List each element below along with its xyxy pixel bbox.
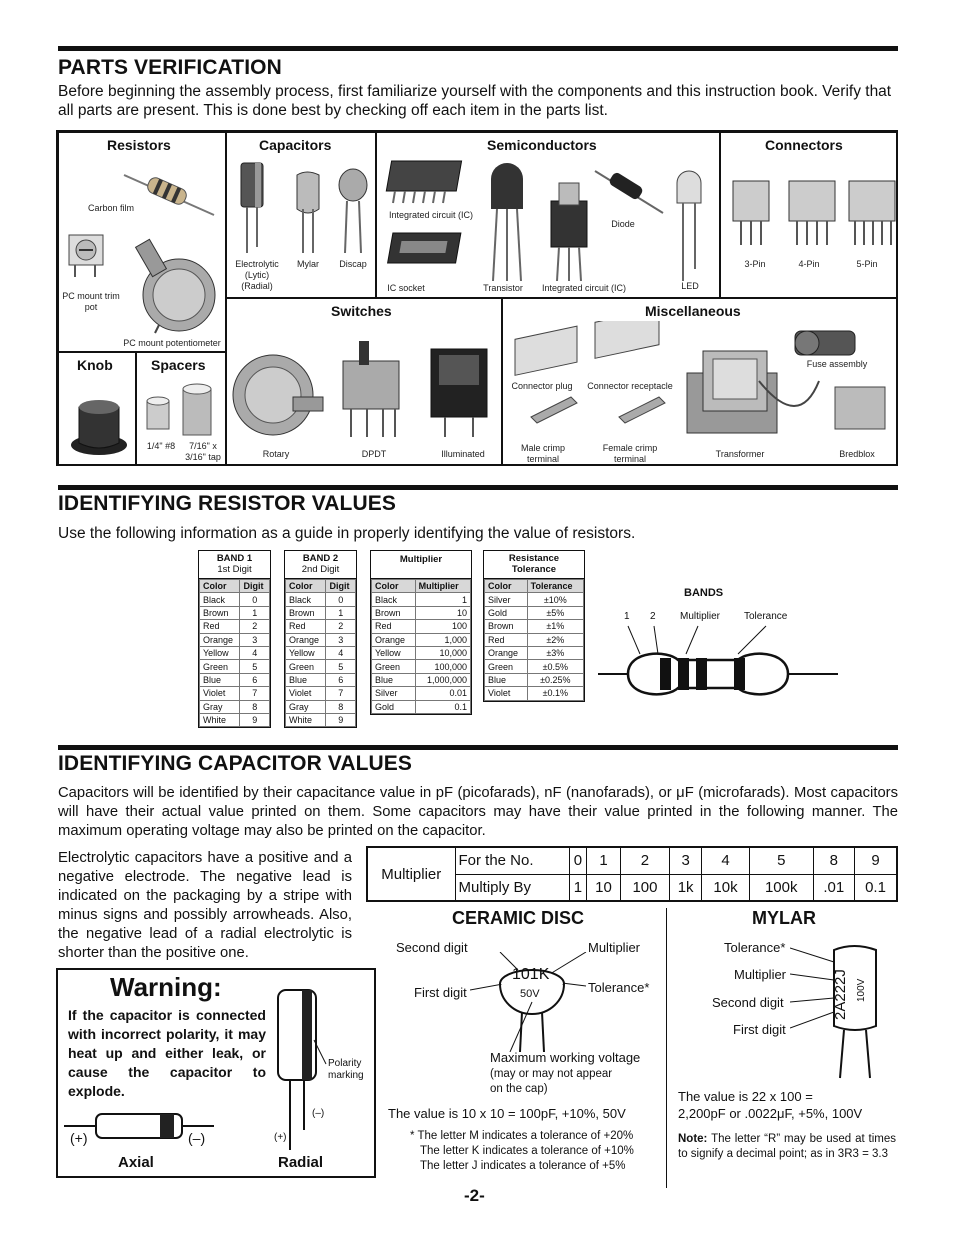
value-cell: 8 bbox=[326, 700, 356, 713]
table-row bbox=[200, 620, 270, 633]
transistor-label: Transistor bbox=[483, 283, 523, 293]
3pin-label: 3-Pin bbox=[744, 259, 766, 269]
value-cell: 9 bbox=[326, 713, 356, 726]
mt-label: Multiplier bbox=[367, 847, 455, 901]
semis-title: Semiconductors bbox=[487, 137, 597, 153]
ceramic-first-label: First digit bbox=[414, 985, 467, 1000]
radial-capacitor-icon bbox=[272, 984, 332, 1154]
spacer2-label: 7/16" x 3/16" tap bbox=[185, 441, 221, 462]
resistor-title: IDENTIFYING RESISTOR VALUES bbox=[58, 492, 396, 515]
potentiometer-icon bbox=[119, 225, 223, 335]
table-row bbox=[372, 620, 471, 633]
capacitor-title: IDENTIFYING CAPACITOR VALUES bbox=[58, 752, 412, 775]
radial-minus: (–) bbox=[312, 1108, 325, 1119]
ceramic-maxv: Maximum working voltage bbox=[490, 1050, 641, 1065]
section-rule bbox=[58, 46, 898, 51]
value-cell: ±3% bbox=[527, 646, 583, 659]
value-cell: 5 bbox=[240, 660, 270, 673]
band1-table: BAND 1 1st Digit Color Digit Black 0 Brown 1 Red 2 Orange 3 Yellow 4 Green 5 Blue 6 Violet 7 Gray 8 White 9 bbox=[198, 550, 271, 728]
switches-cell bbox=[226, 298, 502, 466]
resistors-title: Resistors bbox=[107, 137, 171, 153]
value-cell: ±2% bbox=[527, 633, 583, 646]
value-cell: 100,000 bbox=[415, 660, 470, 673]
warning-box bbox=[56, 968, 376, 1178]
table-row bbox=[200, 646, 270, 659]
table-row bbox=[485, 673, 584, 686]
axial-plus: (+) bbox=[70, 1130, 88, 1146]
axial-minus: (–) bbox=[188, 1130, 206, 1146]
value-cell: 0 bbox=[326, 593, 356, 606]
color-cell: Orange bbox=[372, 633, 416, 646]
misc-title: Miscellaneous bbox=[645, 303, 741, 319]
table-row bbox=[286, 660, 356, 673]
color-cell: Brown bbox=[286, 606, 326, 619]
parts-title: PARTS VERIFICATION bbox=[58, 56, 282, 79]
knob-title: Knob bbox=[77, 357, 113, 373]
mylar-multiplier-label: Multiplier bbox=[734, 967, 787, 982]
connectors-title: Connectors bbox=[765, 137, 843, 153]
table-row bbox=[485, 633, 584, 646]
mt-row2-label: Multiply By bbox=[455, 874, 569, 901]
ceramic-multiplier-label: Multiplier bbox=[588, 940, 641, 955]
parts-box bbox=[56, 130, 898, 466]
mylar-note-label: Note: bbox=[678, 1133, 708, 1145]
value-cell: 0.1 bbox=[415, 700, 470, 713]
table-row bbox=[372, 593, 471, 606]
color-cell: Black bbox=[200, 593, 240, 606]
color-cell: Blue bbox=[200, 673, 240, 686]
tolerance-table: Resistance Tolerance Color Tolerance Silver ±10% Gold ±5% Brown ±1% Red ±2% Orange ±3% Green ±0.5% Blue ±0.25% Violet ±0.1% bbox=[483, 550, 585, 702]
value-cell: 3 bbox=[240, 633, 270, 646]
electrolytic-text: Electrolytic capacitors have a positive and a negative electrode. The negative lead is indicated on the packaging by a stripe with minus signs and possibly arrowheads. Also, the negative lead of a radial electrolytic is shorter than the positive one. bbox=[58, 850, 352, 961]
color-cell: Blue bbox=[286, 673, 326, 686]
mylar-code: 2A222J bbox=[832, 969, 849, 1020]
ceramic-note2: The letter K indicates a tolerance of +10% bbox=[420, 1145, 634, 1157]
value-cell: 7 bbox=[326, 687, 356, 700]
spacers-icon bbox=[141, 383, 225, 441]
table-row bbox=[200, 660, 270, 673]
fuse-label: Fuse assembly bbox=[806, 359, 868, 369]
ceramic-second-label: Second digit bbox=[396, 940, 468, 955]
spacer1-label: 1/4" #8 bbox=[146, 441, 176, 451]
table-row bbox=[372, 687, 471, 700]
color-cell: Brown bbox=[200, 606, 240, 619]
5pin-label: 5-Pin bbox=[856, 259, 878, 269]
misc-cell bbox=[502, 298, 898, 466]
value-cell: 10 bbox=[415, 606, 470, 619]
table-row bbox=[485, 606, 584, 619]
discap-label: Discap bbox=[339, 259, 367, 269]
table-row bbox=[286, 673, 356, 686]
band-1-label: 1 bbox=[624, 611, 630, 622]
value-cell: ±0.1% bbox=[527, 687, 583, 700]
table-row bbox=[372, 633, 471, 646]
resistor-bands-icon bbox=[598, 624, 838, 704]
table-row bbox=[485, 593, 584, 606]
table-row bbox=[286, 620, 356, 633]
color-cell: Yellow bbox=[286, 646, 326, 659]
value-cell: 100 bbox=[415, 620, 470, 633]
male-label: Male crimp terminal bbox=[520, 443, 565, 464]
color-cell: Violet bbox=[200, 687, 240, 700]
color-cell: Brown bbox=[372, 606, 416, 619]
page-number: -2- bbox=[464, 1186, 485, 1205]
value-cell: 2 bbox=[326, 620, 356, 633]
value-cell: 0.01 bbox=[415, 687, 470, 700]
ic-label: Integrated circuit (IC) bbox=[388, 210, 474, 220]
connectors-icon bbox=[725, 173, 897, 253]
mylar-label: Mylar bbox=[297, 259, 319, 269]
connectors-cell bbox=[720, 132, 898, 298]
female-label: Female crimp terminal bbox=[602, 443, 658, 464]
value-cell: 8 bbox=[240, 700, 270, 713]
multiplier-code-table bbox=[366, 846, 898, 902]
capacitors-title: Capacitors bbox=[259, 137, 332, 153]
color-cell: Blue bbox=[485, 673, 528, 686]
value-cell: 5 bbox=[326, 660, 356, 673]
value-cell: ±10% bbox=[527, 593, 583, 606]
capacitors-icon bbox=[235, 157, 375, 257]
color-cell: Violet bbox=[485, 687, 528, 700]
recept-label: Connector receptacle bbox=[587, 381, 673, 391]
table-row bbox=[200, 633, 270, 646]
value-cell: 1,000,000 bbox=[415, 673, 470, 686]
value-cell: 3 bbox=[326, 633, 356, 646]
switches-title: Switches bbox=[331, 303, 392, 319]
switches-icon bbox=[231, 325, 499, 447]
electrolytic-label: Electrolytic (Lytic) (Radial) bbox=[235, 259, 279, 291]
ceramic-maxv3: on the cap) bbox=[490, 1083, 548, 1095]
mylar-title: MYLAR bbox=[752, 908, 816, 928]
table-row bbox=[200, 687, 270, 700]
mt-row1-label: For the No. bbox=[455, 847, 569, 874]
capacitor-intro: Capacitors will be identified by their capacitance value in pF (picofarads), nF (nanofarads), or μF (microfarads). Most capacitors will have their actual value printed on them. Some capacitors may have their value printed in the following manner. The maximum operating voltage may also be printed on the capacitor. bbox=[58, 785, 898, 839]
table-row bbox=[372, 646, 471, 659]
column-divider bbox=[666, 908, 667, 1188]
ceramic-volt: 50V bbox=[520, 988, 540, 1000]
color-cell: Red bbox=[372, 620, 416, 633]
table-row bbox=[200, 673, 270, 686]
value-cell: 4 bbox=[326, 646, 356, 659]
color-cell: Blue bbox=[372, 673, 416, 686]
value-cell: 1 bbox=[240, 606, 270, 619]
mylar-value1: The value is 22 x 100 = bbox=[678, 1089, 813, 1104]
warning-title: Warning: bbox=[110, 972, 222, 1002]
color-cell: Gold bbox=[485, 606, 528, 619]
mt-num: 2 bbox=[620, 847, 669, 874]
value-cell: ±0.25% bbox=[527, 673, 583, 686]
table-row bbox=[485, 660, 584, 673]
ceramic-title: CERAMIC DISC bbox=[452, 908, 585, 928]
ceramic-maxv2: (may or may not appear bbox=[490, 1068, 613, 1080]
ceramic-note3: The letter J indicates a tolerance of +5% bbox=[420, 1160, 626, 1172]
color-cell: Orange bbox=[200, 633, 240, 646]
value-cell: ±1% bbox=[527, 620, 583, 633]
band2-table: BAND 2 2nd Digit Color Digit Black 0 Brown 1 Red 2 Orange 3 Yellow 4 Green 5 Blue 6 Violet 7 Gray 8 White 9 bbox=[284, 550, 357, 728]
value-cell: 0 bbox=[240, 593, 270, 606]
warning-text: If the capacitor is connected with incorrect polarity, it may heat up and either leak, or cause the capacitor to explode. bbox=[68, 1007, 266, 1099]
value-cell: ±5% bbox=[527, 606, 583, 619]
pot-label: PC mount potentiometer bbox=[123, 338, 221, 348]
mt-num: 1 bbox=[587, 847, 621, 874]
table-row bbox=[372, 660, 471, 673]
value-cell: 4 bbox=[240, 646, 270, 659]
color-cell: Orange bbox=[485, 646, 528, 659]
table-row bbox=[286, 593, 356, 606]
table-row bbox=[485, 620, 584, 633]
value-cell: 2 bbox=[240, 620, 270, 633]
value-cell: 10,000 bbox=[415, 646, 470, 659]
table-row bbox=[286, 606, 356, 619]
mt-num: 0 bbox=[569, 847, 587, 874]
value-cell: 1,000 bbox=[415, 633, 470, 646]
color-cell: Brown bbox=[485, 620, 528, 633]
value-cell: 6 bbox=[326, 673, 356, 686]
mt-num: 3 bbox=[670, 847, 702, 874]
color-cell: Silver bbox=[485, 593, 528, 606]
spacers-title: Spacers bbox=[151, 357, 206, 373]
trim-pot-icon bbox=[65, 231, 115, 281]
parts-intro: Before beginning the assembly process, first familiarize yourself with the components and this instruction book. Verify that all parts are present. This is done best by checking off each item in the parts list. bbox=[58, 83, 892, 119]
carbon-label: Carbon film bbox=[87, 203, 134, 213]
table-row bbox=[286, 713, 356, 726]
mt-num: 9 bbox=[855, 847, 897, 874]
capacitors-cell bbox=[226, 132, 376, 298]
ceramic-tolerance-label: Tolerance* bbox=[588, 980, 650, 995]
mylar-note bbox=[678, 1132, 896, 1162]
mylar-volt: 100V bbox=[856, 978, 867, 1002]
4pin-label: 4-Pin bbox=[798, 259, 820, 269]
mt-num: 5 bbox=[749, 847, 813, 874]
color-cell: Green bbox=[200, 660, 240, 673]
color-cell: Yellow bbox=[200, 646, 240, 659]
multiplier-table: Multiplier Color Multiplier Black 1 Brown 10 Red 100 Orange 1,000 Yellow 10,000 Green 100,000 Blue 1,000,000 Silver 0.01 Gold 0.1 bbox=[370, 550, 472, 715]
axial-label: Axial bbox=[118, 1154, 154, 1171]
color-cell: Gray bbox=[286, 700, 326, 713]
color-cell: Red bbox=[286, 620, 326, 633]
mt-mult: 10k bbox=[702, 874, 750, 901]
section-rule bbox=[58, 485, 898, 490]
value-cell: 6 bbox=[240, 673, 270, 686]
color-cell: Black bbox=[286, 593, 326, 606]
table-row bbox=[372, 700, 471, 713]
mt-mult: 10 bbox=[587, 874, 621, 901]
socket-label: IC socket bbox=[387, 283, 425, 293]
led-label: LED bbox=[681, 281, 699, 291]
color-cell: Green bbox=[372, 660, 416, 673]
radial-label: Radial bbox=[278, 1154, 324, 1171]
ceramic-value: The value is 10 x 10 = 100pF, +10%, 50V bbox=[388, 1106, 626, 1121]
table-row bbox=[200, 593, 270, 606]
mylar-value2: 2,200pF or .0022μF, +5%, 100V bbox=[678, 1106, 863, 1121]
mylar-note-text: The letter “R” may be used at times to signify a decimal point; as in 3R3 = 3.3 bbox=[678, 1133, 896, 1160]
ceramic-note1: * The letter M indicates a tolerance of +20% bbox=[410, 1130, 634, 1142]
table-row bbox=[286, 633, 356, 646]
table-row bbox=[200, 700, 270, 713]
mt-mult: .01 bbox=[813, 874, 854, 901]
rotary-label: Rotary bbox=[262, 449, 290, 459]
mt-num: 4 bbox=[702, 847, 750, 874]
carbon-resistor-icon bbox=[119, 165, 219, 225]
value-cell: ±0.5% bbox=[527, 660, 583, 673]
section-rule bbox=[58, 745, 898, 750]
table-row bbox=[286, 646, 356, 659]
color-cell: White bbox=[286, 713, 326, 726]
color-cell: Gold bbox=[372, 700, 416, 713]
color-cell: Red bbox=[200, 620, 240, 633]
mylar-tolerance-label: Tolerance* bbox=[724, 940, 786, 955]
ceramic-code: 101K bbox=[512, 966, 550, 983]
ic2-label: Integrated circuit (IC) bbox=[541, 283, 627, 293]
table-row bbox=[286, 700, 356, 713]
radial-plus: (+) bbox=[274, 1132, 287, 1143]
mt-mult: 1 bbox=[569, 874, 587, 901]
color-cell: Green bbox=[485, 660, 528, 673]
color-cell: Yellow bbox=[372, 646, 416, 659]
mt-mult: 0.1 bbox=[855, 874, 897, 901]
color-cell: Gray bbox=[200, 700, 240, 713]
band-tol-label: Tolerance bbox=[744, 611, 788, 622]
trim-label: PC mount trim pot bbox=[62, 291, 120, 312]
table-row bbox=[286, 687, 356, 700]
table-row bbox=[372, 673, 471, 686]
mt-mult: 100k bbox=[749, 874, 813, 901]
diode-label: Diode bbox=[611, 219, 635, 229]
resistors-cell bbox=[58, 132, 226, 352]
table-row bbox=[372, 606, 471, 619]
resistor-intro: Use the following information as a guide in properly identifying the value of resistors. bbox=[58, 525, 636, 542]
color-cell: White bbox=[200, 713, 240, 726]
color-cell: Red bbox=[485, 633, 528, 646]
spacers-cell bbox=[136, 352, 226, 466]
semiconductors-cell bbox=[376, 132, 720, 298]
color-cell: Orange bbox=[286, 633, 326, 646]
mylar-first-label: First digit bbox=[733, 1022, 786, 1037]
value-cell: 1 bbox=[415, 593, 470, 606]
mt-num: 8 bbox=[813, 847, 854, 874]
value-cell: 1 bbox=[326, 606, 356, 619]
table-row bbox=[200, 713, 270, 726]
table-row bbox=[200, 606, 270, 619]
bands-title: BANDS bbox=[684, 587, 724, 599]
mt-mult: 100 bbox=[620, 874, 669, 901]
knob-icon bbox=[67, 387, 131, 457]
plug-label: Connector plug bbox=[511, 381, 573, 391]
table-row bbox=[485, 646, 584, 659]
color-cell: Silver bbox=[372, 687, 416, 700]
illum-label: Illuminated bbox=[441, 449, 485, 459]
value-cell: 7 bbox=[240, 687, 270, 700]
mt-mult: 1k bbox=[670, 874, 702, 901]
mylar-second-label: Second digit bbox=[712, 995, 784, 1010]
polarity-label: Polarity marking bbox=[328, 1058, 364, 1081]
bred-label: Bredblox bbox=[839, 449, 875, 459]
transformer-label: Transformer bbox=[715, 449, 765, 459]
color-cell: Black bbox=[372, 593, 416, 606]
knob-cell bbox=[58, 352, 136, 466]
color-cell: Green bbox=[286, 660, 326, 673]
value-cell: 9 bbox=[240, 713, 270, 726]
table-row bbox=[485, 687, 584, 700]
band-mult-label: Multiplier bbox=[680, 611, 721, 622]
band-2-label: 2 bbox=[650, 611, 656, 622]
color-cell: Violet bbox=[286, 687, 326, 700]
dpdt-label: DPDT bbox=[361, 449, 387, 459]
